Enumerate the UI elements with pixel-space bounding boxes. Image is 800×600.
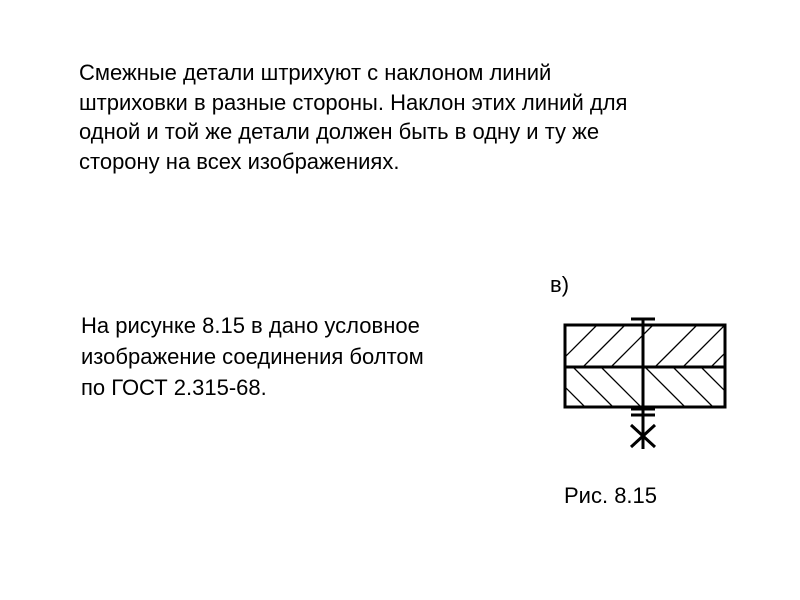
- main-paragraph-line: штриховки в разные стороны. Наклон этих линий для: [79, 89, 628, 115]
- upper-part-hatching: [555, 325, 753, 367]
- main-paragraph: [79, 58, 759, 176]
- side-paragraph-line: по ГОСТ 2.315-68.: [81, 375, 267, 400]
- main-paragraph-line: одной и той же детали должен быть в одну и ту же: [79, 119, 600, 144]
- subfigure-label: в): [550, 272, 570, 297]
- side-paragraph-line: На рисунке 8.15 в дано условное: [81, 313, 420, 338]
- bolt-connection-drawing: [550, 305, 740, 465]
- main-paragraph-line: сторону на всех изображениях.: [79, 148, 400, 174]
- side-paragraph-line: изображение соединения болтом: [81, 344, 424, 369]
- main-paragraph-line: Смежные детали штрихуют с наклоном линий: [79, 60, 552, 85]
- side-paragraph: [81, 310, 521, 403]
- figure-caption: Рис. 8.15: [564, 483, 658, 508]
